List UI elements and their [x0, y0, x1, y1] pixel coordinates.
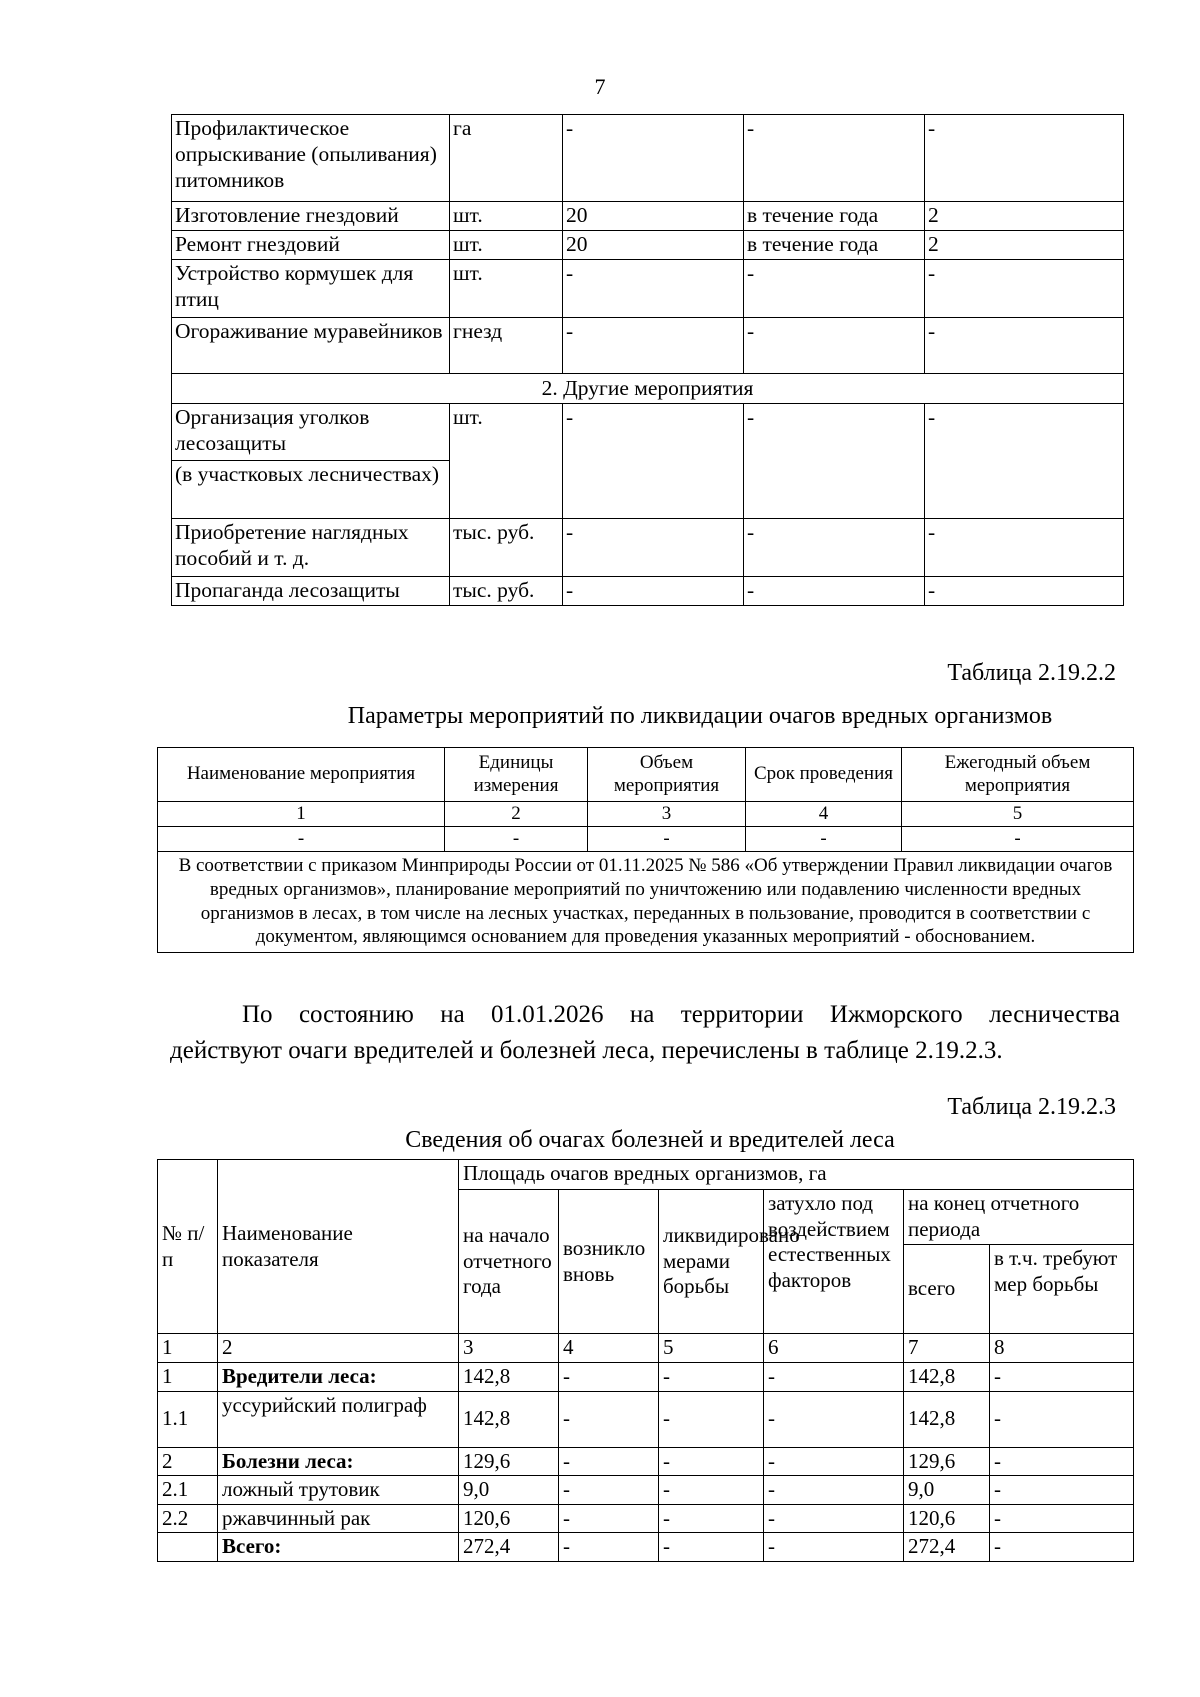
dash-cell: - [746, 827, 902, 852]
header-total: всего [904, 1245, 990, 1334]
cell-term: в течение года [744, 231, 925, 260]
numbers-row [158, 1334, 1134, 1363]
cell-volume: - [563, 115, 744, 202]
cell-liquidated: - [659, 1447, 764, 1476]
cell-unit: шт. [450, 404, 563, 519]
cell-name: Профилактическое опрыскивание (опыливания) питомников [172, 115, 450, 202]
cell-faded: - [764, 1533, 904, 1562]
cell-name: Устройство кормушек для птиц [172, 260, 450, 318]
cell-require: - [990, 1504, 1134, 1533]
cell-name: Огораживание муравейников [172, 318, 450, 374]
cell-new: - [559, 1362, 659, 1391]
table3-caption: Таблица 2.19.2.3 [947, 1094, 1116, 1120]
cell-liquidated: - [659, 1391, 764, 1447]
cell-new: - [559, 1533, 659, 1562]
cell-name: Болезни леса: [218, 1447, 459, 1476]
header-row [158, 1160, 1134, 1190]
paragraph-line-2: действуют очаги вредителей и болезней леса, перечислены в таблице 2.19.2.3. [170, 1037, 1003, 1065]
cell-num: 1.1 [158, 1391, 218, 1447]
cell-volume: - [563, 519, 744, 577]
table-row [172, 231, 1124, 260]
table-row [172, 318, 1124, 374]
cell-volume: - [563, 318, 744, 374]
cell-annual: - [925, 404, 1124, 519]
table-row [158, 1362, 1134, 1391]
header-cell: Ежегодный объем мероприятия [902, 748, 1134, 802]
cell-total: 272,4 [904, 1533, 990, 1562]
number-cell: 2 [445, 802, 588, 827]
number-cell: 3 [459, 1334, 559, 1363]
header-num: № п/п [158, 1160, 218, 1334]
cell-total: 142,8 [904, 1391, 990, 1447]
cell-name: Всего: [218, 1533, 459, 1562]
cell-require: - [990, 1447, 1134, 1476]
cell-unit: шт. [450, 260, 563, 318]
header-faded: затухло под воздействием естественных факторов [764, 1190, 904, 1334]
cell-name: Приобретение наглядных пособий и т. д. [172, 519, 450, 577]
cell-faded: - [764, 1362, 904, 1391]
table-row [172, 202, 1124, 231]
header-row [158, 748, 1134, 802]
dash-cell: - [445, 827, 588, 852]
table-row [158, 1476, 1134, 1505]
table2-title: Параметры мероприятий по ликвидации очагов вредных организмов [347, 703, 1053, 729]
cell-total: 129,6 [904, 1447, 990, 1476]
cell-require: - [990, 1476, 1134, 1505]
table-row [172, 260, 1124, 318]
cell-require: - [990, 1533, 1134, 1562]
cell-total: 120,6 [904, 1504, 990, 1533]
table3-title: Сведения об очагах болезней и вредителей леса [405, 1127, 895, 1153]
cell-start: 272,4 [459, 1533, 559, 1562]
dash-cell: - [158, 827, 445, 852]
cell-total: 142,8 [904, 1362, 990, 1391]
measures-table [171, 114, 1124, 606]
header-cell: Единицы измерения [445, 748, 588, 802]
cell-num: 2 [158, 1447, 218, 1476]
cell-unit: шт. [450, 202, 563, 231]
cell-new: - [559, 1447, 659, 1476]
number-cell: 1 [158, 1334, 218, 1363]
total-row [158, 1533, 1134, 1562]
page-number: 7 [594, 74, 606, 99]
number-cell: 3 [588, 802, 746, 827]
cell-faded: - [764, 1447, 904, 1476]
numbers-row [158, 802, 1134, 827]
header-cell: Наименование мероприятия [158, 748, 445, 802]
table-row [158, 1504, 1134, 1533]
cell-name-sub: (в участковых лесничествах) [172, 461, 450, 519]
cell-faded: - [764, 1504, 904, 1533]
cell-require: - [990, 1391, 1134, 1447]
number-cell: 4 [746, 802, 902, 827]
cell-volume: 20 [563, 202, 744, 231]
cell-liquidated: - [659, 1362, 764, 1391]
cell-name: уссурийский полиграф [218, 1391, 459, 1447]
cell-volume: - [563, 404, 744, 519]
cell-annual: - [925, 115, 1124, 202]
number-cell: 4 [559, 1334, 659, 1363]
header-liquidated: ликвидировано мерами борьбы [659, 1190, 764, 1334]
number-cell: 8 [990, 1334, 1134, 1363]
cell-annual: - [925, 577, 1124, 606]
cell-faded: - [764, 1476, 904, 1505]
dash-cell: - [902, 827, 1134, 852]
header-new: возникло вновь [559, 1190, 659, 1334]
cell-liquidated: - [659, 1533, 764, 1562]
note-row [158, 852, 1134, 952]
header-require: в т.ч. требуют мер борьбы [990, 1245, 1134, 1334]
cell-faded: - [764, 1391, 904, 1447]
cell-num: 1 [158, 1362, 218, 1391]
cell-name: Вредители леса: [218, 1362, 459, 1391]
cell-new: - [559, 1504, 659, 1533]
table-row [172, 115, 1124, 202]
table-row [158, 1447, 1134, 1476]
header-cell: Срок проведения [746, 748, 902, 802]
cell-annual: - [925, 318, 1124, 374]
cell-volume: 20 [563, 231, 744, 260]
status-paragraph [170, 997, 1120, 1070]
cell-unit: гнезд [450, 318, 563, 374]
cell-name: Организация уголков лесозащиты [172, 404, 450, 461]
cell-annual: - [925, 260, 1124, 318]
table2-caption: Таблица 2.19.2.2 [947, 660, 1116, 686]
header-area: Площадь очагов вредных организмов, га [459, 1160, 1134, 1190]
cell-volume: - [563, 260, 744, 318]
cell-require: - [990, 1362, 1134, 1391]
cell-total: 9,0 [904, 1476, 990, 1505]
header-cell: Объем мероприятия [588, 748, 746, 802]
cell-annual: 2 [925, 202, 1124, 231]
cell-start: 142,8 [459, 1362, 559, 1391]
section-title: 2. Другие мероприятия [172, 374, 1124, 404]
table-row [172, 577, 1124, 606]
cell-new: - [559, 1476, 659, 1505]
cell-term: - [744, 115, 925, 202]
number-cell: 5 [902, 802, 1134, 827]
cell-term: - [744, 519, 925, 577]
cell-start: 120,6 [459, 1504, 559, 1533]
header-start: на начало отчетного года [459, 1190, 559, 1334]
cell-liquidated: - [659, 1476, 764, 1505]
cell-new: - [559, 1391, 659, 1447]
cell-term: в течение года [744, 202, 925, 231]
table-row [172, 519, 1124, 577]
cell-start: 129,6 [459, 1447, 559, 1476]
number-cell: 5 [659, 1334, 764, 1363]
cell-num [158, 1533, 218, 1562]
header-end: на конец отчетного периода [904, 1190, 1134, 1245]
header-name: Наименование показателя [218, 1160, 459, 1334]
cell-liquidated: - [659, 1504, 764, 1533]
cell-term: - [744, 577, 925, 606]
cell-term: - [744, 404, 925, 519]
cell-unit: тыс. руб. [450, 519, 563, 577]
table-row [158, 827, 1134, 852]
cell-term: - [744, 318, 925, 374]
cell-unit: га [450, 115, 563, 202]
liquidation-params-table [157, 747, 1134, 953]
table-row [172, 404, 1124, 461]
section-row [172, 374, 1124, 404]
cell-name: ржавчинный рак [218, 1504, 459, 1533]
cell-term: - [744, 260, 925, 318]
cell-name: Изготовление гнездовий [172, 202, 450, 231]
cell-annual: - [925, 519, 1124, 577]
number-cell: 1 [158, 802, 445, 827]
paragraph-line-1: По состоянию на 01.01.2026 на территории Ижморского лесничества [242, 1001, 1120, 1028]
number-cell: 2 [218, 1334, 459, 1363]
foci-table [157, 1159, 1134, 1562]
cell-name: Пропаганда лесозащиты [172, 577, 450, 606]
cell-unit: шт. [450, 231, 563, 260]
dash-cell: - [588, 827, 746, 852]
number-cell: 6 [764, 1334, 904, 1363]
cell-num: 2.2 [158, 1504, 218, 1533]
cell-num: 2.1 [158, 1476, 218, 1505]
cell-unit: тыс. руб. [450, 577, 563, 606]
measures-table-body [172, 115, 1124, 606]
cell-start: 9,0 [459, 1476, 559, 1505]
table-row [158, 1391, 1134, 1447]
cell-name: ложный трутовик [218, 1476, 459, 1505]
cell-annual: 2 [925, 231, 1124, 260]
number-cell: 7 [904, 1334, 990, 1363]
cell-name: Ремонт гнездовий [172, 231, 450, 260]
cell-volume: - [563, 577, 744, 606]
note-text: В соответствии с приказом Минприроды России от 01.11.2025 № 586 «Об утверждении Правил ликвидации очагов вредных организмов», планирование мероприятий по уничтожению или подавлению численности вредных организмов в лесах, в том числе на лесных участках, переданных в пользование, проводится в соответствии с документом, являющимся основанием для проведения указанных мероприятий - обоснованием. [158, 852, 1134, 952]
cell-start: 142,8 [459, 1391, 559, 1447]
